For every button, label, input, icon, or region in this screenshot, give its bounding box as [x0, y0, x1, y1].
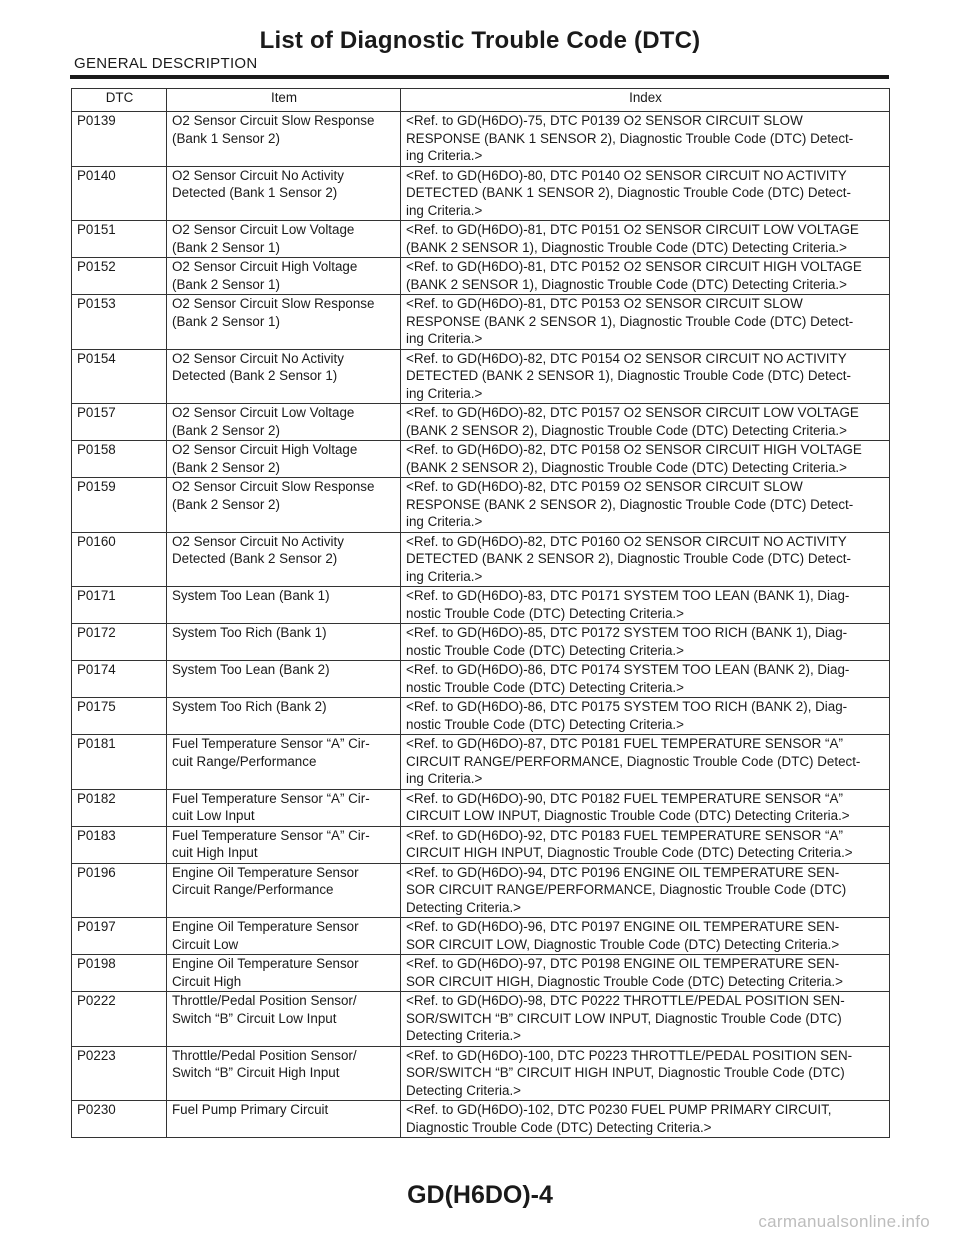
dtc-item-line: Throttle/Pedal Position Sensor/	[172, 993, 357, 1008]
dtc-index-line: (BANK 2 SENSOR 1), Diagnostic Trouble Code (DTC) Detecting Criteria.>	[406, 239, 847, 255]
dtc-index-line: <Ref. to GD(H6DO)-81, DTC P0153 O2 SENSOR CIRCUIT SLOW	[406, 296, 803, 311]
dtc-index-line: nostic Trouble Code (DTC) Detecting Criteria.>	[406, 679, 684, 695]
dtc-code: P0151	[72, 221, 167, 258]
column-header-dtc: DTC	[72, 89, 167, 112]
dtc-item-line: Fuel Temperature Sensor “A” Cir-	[172, 736, 370, 751]
dtc-item-line: Circuit Range/Performance	[172, 882, 334, 897]
dtc-index-line: <Ref. to GD(H6DO)-96, DTC P0197 ENGINE OIL TEMPERATURE SEN-	[406, 919, 840, 934]
dtc-code: P0175	[72, 698, 167, 735]
dtc-index-reference[interactable]	[401, 166, 890, 221]
dtc-index-line: <Ref. to GD(H6DO)-87, DTC P0181 FUEL TEMPERATURE SENSOR “A”	[406, 736, 843, 751]
dtc-index-line: DETECTED (BANK 2 SENSOR 1), Diagnostic Trouble Code (DTC) Detect-	[406, 368, 851, 383]
dtc-index-reference[interactable]	[401, 349, 890, 404]
table-row	[72, 955, 890, 992]
table-row	[72, 735, 890, 790]
dtc-index-line: <Ref. to GD(H6DO)-92, DTC P0183 FUEL TEMPERATURE SENSOR “A”	[406, 827, 843, 843]
table-row	[72, 404, 890, 441]
dtc-item-line: O2 Sensor Circuit Low Voltage	[172, 405, 355, 420]
table-row	[72, 1046, 890, 1101]
table-row	[72, 587, 890, 624]
dtc-item-line: O2 Sensor Circuit No Activity	[172, 167, 344, 183]
dtc-index-line: Detecting Criteria.>	[406, 899, 521, 915]
dtc-item-line: Circuit Low	[172, 936, 239, 952]
dtc-index-line: <Ref. to GD(H6DO)-82, DTC P0158 O2 SENSOR CIRCUIT HIGH VOLTAGE	[406, 442, 862, 457]
table-row	[72, 349, 890, 404]
dtc-index-line: DETECTED (BANK 2 SENSOR 2), Diagnostic Trouble Code (DTC) Detect-	[406, 551, 851, 566]
table-row	[72, 258, 890, 295]
dtc-index-line: <Ref. to GD(H6DO)-81, DTC P0152 O2 SENSOR CIRCUIT HIGH VOLTAGE	[406, 259, 862, 274]
dtc-index-reference[interactable]	[401, 1046, 890, 1101]
dtc-item	[167, 735, 401, 790]
dtc-index-line: nostic Trouble Code (DTC) Detecting Criteria.>	[406, 642, 684, 658]
table-row	[72, 441, 890, 478]
dtc-item	[167, 404, 401, 441]
dtc-item-line: System Too Rich (Bank 2)	[172, 699, 327, 714]
section-label: GENERAL DESCRIPTION	[74, 55, 258, 72]
dtc-code: P0152	[72, 258, 167, 295]
dtc-index-line: <Ref. to GD(H6DO)-82, DTC P0159 O2 SENSOR CIRCUIT SLOW	[406, 479, 803, 494]
dtc-item-line: (Bank 2 Sensor 1)	[172, 239, 280, 255]
dtc-index-line: CIRCUIT RANGE/PERFORMANCE, Diagnostic Trouble Code (DTC) Detect-	[406, 753, 861, 769]
dtc-item-line: System Too Rich (Bank 1)	[172, 625, 327, 640]
dtc-index-reference[interactable]	[401, 863, 890, 918]
table-row	[72, 789, 890, 826]
watermark: carmanualsonline.info	[758, 1212, 930, 1231]
dtc-index-line: DETECTED (BANK 1 SENSOR 2), Diagnostic Trouble Code (DTC) Detect-	[406, 185, 851, 200]
table-row	[72, 661, 890, 698]
dtc-index-line: CIRCUIT HIGH INPUT, Diagnostic Trouble Code (DTC) Detecting Criteria.>	[406, 845, 853, 860]
dtc-item	[167, 863, 401, 918]
dtc-item	[167, 587, 401, 624]
column-header-index: Index	[401, 89, 890, 112]
dtc-index-line: ing Criteria.>	[406, 202, 483, 218]
dtc-item	[167, 955, 401, 992]
dtc-index-line: nostic Trouble Code (DTC) Detecting Criteria.>	[406, 605, 684, 621]
table-row	[72, 221, 890, 258]
dtc-item-line: O2 Sensor Circuit Slow Response	[172, 113, 375, 128]
dtc-code: P0159	[72, 478, 167, 533]
dtc-index-line: ing Criteria.>	[406, 385, 483, 401]
dtc-code: P0230	[72, 1101, 167, 1138]
dtc-code: P0158	[72, 441, 167, 478]
dtc-index-reference[interactable]	[401, 478, 890, 533]
dtc-index-reference[interactable]	[401, 698, 890, 735]
column-header-item: Item	[167, 89, 401, 112]
dtc-item-line: Fuel Temperature Sensor “A” Cir-	[172, 827, 370, 843]
dtc-index-line: RESPONSE (BANK 2 SENSOR 1), Diagnostic Trouble Code (DTC) Detect-	[406, 313, 854, 329]
dtc-code: P0140	[72, 166, 167, 221]
dtc-code: P0198	[72, 955, 167, 992]
dtc-index-line: <Ref. to GD(H6DO)-86, DTC P0174 SYSTEM TOO LEAN (BANK 2), Diag-	[406, 662, 850, 677]
dtc-item	[167, 1046, 401, 1101]
dtc-item-line: System Too Lean (Bank 2)	[172, 662, 330, 677]
dtc-index-reference[interactable]	[401, 735, 890, 790]
dtc-code: P0196	[72, 863, 167, 918]
dtc-index-line: <Ref. to GD(H6DO)-97, DTC P0198 ENGINE OIL TEMPERATURE SEN-	[406, 956, 840, 971]
dtc-item	[167, 349, 401, 404]
dtc-item-line: Detected (Bank 1 Sensor 2)	[172, 185, 338, 200]
table-row	[72, 918, 890, 955]
dtc-index-reference[interactable]	[401, 587, 890, 624]
table-row	[72, 1101, 890, 1138]
dtc-code: P0154	[72, 349, 167, 404]
dtc-item-line: Engine Oil Temperature Sensor	[172, 864, 359, 880]
dtc-index-line: (BANK 2 SENSOR 2), Diagnostic Trouble Code (DTC) Detecting Criteria.>	[406, 459, 847, 475]
dtc-item-line: (Bank 2 Sensor 2)	[172, 422, 280, 438]
page-number: GD(H6DO)-4	[407, 1181, 553, 1209]
table-row	[72, 992, 890, 1047]
table-row	[72, 478, 890, 533]
dtc-index-reference[interactable]	[401, 826, 890, 863]
table-row	[72, 112, 890, 167]
dtc-index-line: Detecting Criteria.>	[406, 1028, 521, 1043]
dtc-index-line: RESPONSE (BANK 2 SENSOR 2), Diagnostic Trouble Code (DTC) Detect-	[406, 496, 854, 512]
page-title: List of Diagnostic Trouble Code (DTC)	[259, 27, 701, 54]
dtc-code: P0160	[72, 532, 167, 587]
dtc-index-line: <Ref. to GD(H6DO)-82, DTC P0160 O2 SENSOR CIRCUIT NO ACTIVITY	[406, 533, 847, 549]
header-rule	[70, 75, 889, 79]
dtc-item	[167, 826, 401, 863]
dtc-item	[167, 221, 401, 258]
dtc-item-line: Circuit High	[172, 973, 242, 989]
dtc-index-reference[interactable]	[401, 295, 890, 350]
dtc-index-line: SOR CIRCUIT HIGH, Diagnostic Trouble Code (DTC) Detecting Criteria.>	[406, 973, 843, 989]
dtc-item-line: Fuel Pump Primary Circuit	[172, 1102, 329, 1117]
dtc-item-line: (Bank 2 Sensor 1)	[172, 276, 280, 292]
dtc-item	[167, 1101, 401, 1138]
dtc-index-line: <Ref. to GD(H6DO)-86, DTC P0175 SYSTEM TOO RICH (BANK 2), Diag-	[406, 699, 848, 714]
dtc-code: P0197	[72, 918, 167, 955]
dtc-index-line: <Ref. to GD(H6DO)-83, DTC P0171 SYSTEM TOO LEAN (BANK 1), Diag-	[406, 588, 850, 603]
table-row	[72, 863, 890, 918]
dtc-item-line: O2 Sensor Circuit High Voltage	[172, 442, 358, 457]
dtc-index-line: nostic Trouble Code (DTC) Detecting Criteria.>	[406, 716, 684, 732]
dtc-item-line: (Bank 2 Sensor 1)	[172, 313, 280, 329]
dtc-item	[167, 258, 401, 295]
dtc-item	[167, 789, 401, 826]
dtc-index-reference[interactable]	[401, 624, 890, 661]
dtc-item-line: Switch “B” Circuit Low Input	[172, 1010, 337, 1026]
dtc-code: P0174	[72, 661, 167, 698]
dtc-index-reference[interactable]	[401, 112, 890, 167]
dtc-code: P0223	[72, 1046, 167, 1101]
dtc-code: P0157	[72, 404, 167, 441]
dtc-item	[167, 295, 401, 350]
dtc-index-reference[interactable]	[401, 221, 890, 258]
dtc-index-line: <Ref. to GD(H6DO)-94, DTC P0196 ENGINE OIL TEMPERATURE SEN-	[406, 864, 840, 880]
dtc-index-line: ing Criteria.>	[406, 331, 483, 346]
dtc-code: P0183	[72, 826, 167, 863]
dtc-index-line: <Ref. to GD(H6DO)-102, DTC P0230 FUEL PUMP PRIMARY CIRCUIT,	[406, 1102, 832, 1117]
dtc-index-reference[interactable]	[401, 404, 890, 441]
dtc-item	[167, 992, 401, 1047]
dtc-code: P0181	[72, 735, 167, 790]
dtc-index-line: (BANK 2 SENSOR 2), Diagnostic Trouble Code (DTC) Detecting Criteria.>	[406, 422, 847, 438]
dtc-item	[167, 661, 401, 698]
dtc-index-line: <Ref. to GD(H6DO)-81, DTC P0151 O2 SENSOR CIRCUIT LOW VOLTAGE	[406, 222, 859, 237]
dtc-item	[167, 918, 401, 955]
dtc-index-line: <Ref. to GD(H6DO)-82, DTC P0154 O2 SENSOR CIRCUIT NO ACTIVITY	[406, 350, 847, 366]
dtc-code: P0153	[72, 295, 167, 350]
table-row	[72, 166, 890, 221]
dtc-item-line: Detected (Bank 2 Sensor 1)	[172, 368, 338, 383]
dtc-item-line: (Bank 2 Sensor 2)	[172, 496, 280, 512]
dtc-index-line: <Ref. to GD(H6DO)-75, DTC P0139 O2 SENSOR CIRCUIT SLOW	[406, 113, 803, 128]
dtc-item	[167, 624, 401, 661]
dtc-index-line: Detecting Criteria.>	[406, 1082, 521, 1098]
dtc-index-line: ing Criteria.>	[406, 148, 483, 163]
table-row	[72, 698, 890, 735]
dtc-index-line: SOR CIRCUIT LOW, Diagnostic Trouble Code (DTC) Detecting Criteria.>	[406, 936, 840, 952]
table-row	[72, 532, 890, 587]
dtc-item	[167, 478, 401, 533]
dtc-index-line: SOR/SWITCH “B” CIRCUIT HIGH INPUT, Diagnostic Trouble Code (DTC)	[406, 1065, 845, 1080]
dtc-item-line: (Bank 2 Sensor 2)	[172, 459, 280, 475]
dtc-index-reference[interactable]	[401, 992, 890, 1047]
dtc-item-line: O2 Sensor Circuit Slow Response	[172, 479, 375, 494]
dtc-item-line: O2 Sensor Circuit No Activity	[172, 350, 344, 366]
dtc-index-reference[interactable]	[401, 258, 890, 295]
dtc-item-line: Fuel Temperature Sensor “A” Cir-	[172, 790, 370, 806]
dtc-code: P0172	[72, 624, 167, 661]
dtc-code: P0222	[72, 992, 167, 1047]
dtc-index-reference[interactable]	[401, 441, 890, 478]
table-row	[72, 826, 890, 863]
table-row	[72, 624, 890, 661]
dtc-item-line: Engine Oil Temperature Sensor	[172, 956, 359, 971]
dtc-index-line: <Ref. to GD(H6DO)-100, DTC P0223 THROTTLE/PEDAL POSITION SEN-	[406, 1047, 853, 1063]
dtc-index-line: SOR CIRCUIT RANGE/PERFORMANCE, Diagnostic Trouble Code (DTC)	[406, 882, 847, 897]
dtc-item-line: cuit High Input	[172, 845, 258, 860]
dtc-index-reference[interactable]	[401, 661, 890, 698]
dtc-index-reference[interactable]	[401, 1101, 890, 1138]
dtc-index-reference[interactable]	[401, 532, 890, 587]
dtc-item	[167, 166, 401, 221]
dtc-item-line: O2 Sensor Circuit No Activity	[172, 533, 344, 549]
dtc-index-line: SOR/SWITCH “B” CIRCUIT LOW INPUT, Diagnostic Trouble Code (DTC)	[406, 1010, 842, 1026]
dtc-table	[71, 88, 890, 1138]
dtc-item-line: O2 Sensor Circuit High Voltage	[172, 259, 358, 274]
dtc-index-line: <Ref. to GD(H6DO)-98, DTC P0222 THROTTLE/PEDAL POSITION SEN-	[406, 993, 845, 1008]
dtc-index-line: <Ref. to GD(H6DO)-90, DTC P0182 FUEL TEMPERATURE SENSOR “A”	[406, 790, 843, 806]
dtc-item-line: O2 Sensor Circuit Slow Response	[172, 296, 375, 311]
dtc-index-line: <Ref. to GD(H6DO)-82, DTC P0157 O2 SENSOR CIRCUIT LOW VOLTAGE	[406, 405, 859, 420]
table-header-row	[72, 89, 890, 112]
dtc-code: P0139	[72, 112, 167, 167]
dtc-index-reference[interactable]	[401, 789, 890, 826]
dtc-index-line: ing Criteria.>	[406, 514, 483, 529]
dtc-code: P0171	[72, 587, 167, 624]
dtc-index-line: CIRCUIT LOW INPUT, Diagnostic Trouble Code (DTC) Detecting Criteria.>	[406, 808, 850, 823]
dtc-item	[167, 441, 401, 478]
dtc-code: P0182	[72, 789, 167, 826]
dtc-item-line: cuit Range/Performance	[172, 753, 317, 769]
dtc-item-line: Detected (Bank 2 Sensor 2)	[172, 551, 338, 566]
dtc-item	[167, 532, 401, 587]
dtc-index-line: ing Criteria.>	[406, 568, 483, 584]
dtc-item-line: Throttle/Pedal Position Sensor/	[172, 1047, 357, 1063]
dtc-item-line: O2 Sensor Circuit Low Voltage	[172, 222, 355, 237]
dtc-index-line: <Ref. to GD(H6DO)-80, DTC P0140 O2 SENSOR CIRCUIT NO ACTIVITY	[406, 167, 847, 183]
dtc-item-line: cuit Low Input	[172, 808, 255, 823]
dtc-item-line: System Too Lean (Bank 1)	[172, 588, 330, 603]
dtc-item-line: Engine Oil Temperature Sensor	[172, 919, 359, 934]
dtc-index-reference[interactable]	[401, 955, 890, 992]
dtc-index-line: <Ref. to GD(H6DO)-85, DTC P0172 SYSTEM TOO RICH (BANK 1), Diag-	[406, 625, 848, 640]
dtc-index-reference[interactable]	[401, 918, 890, 955]
dtc-index-line: (BANK 2 SENSOR 1), Diagnostic Trouble Code (DTC) Detecting Criteria.>	[406, 276, 847, 292]
dtc-item	[167, 698, 401, 735]
dtc-item-line: (Bank 1 Sensor 2)	[172, 130, 280, 146]
dtc-item	[167, 112, 401, 167]
dtc-index-line: Diagnostic Trouble Code (DTC) Detecting Criteria.>	[406, 1119, 712, 1135]
dtc-index-line: ing Criteria.>	[406, 771, 483, 786]
table-row	[72, 295, 890, 350]
dtc-item-line: Switch “B” Circuit High Input	[172, 1065, 340, 1080]
dtc-index-line: RESPONSE (BANK 1 SENSOR 2), Diagnostic Trouble Code (DTC) Detect-	[406, 130, 854, 146]
